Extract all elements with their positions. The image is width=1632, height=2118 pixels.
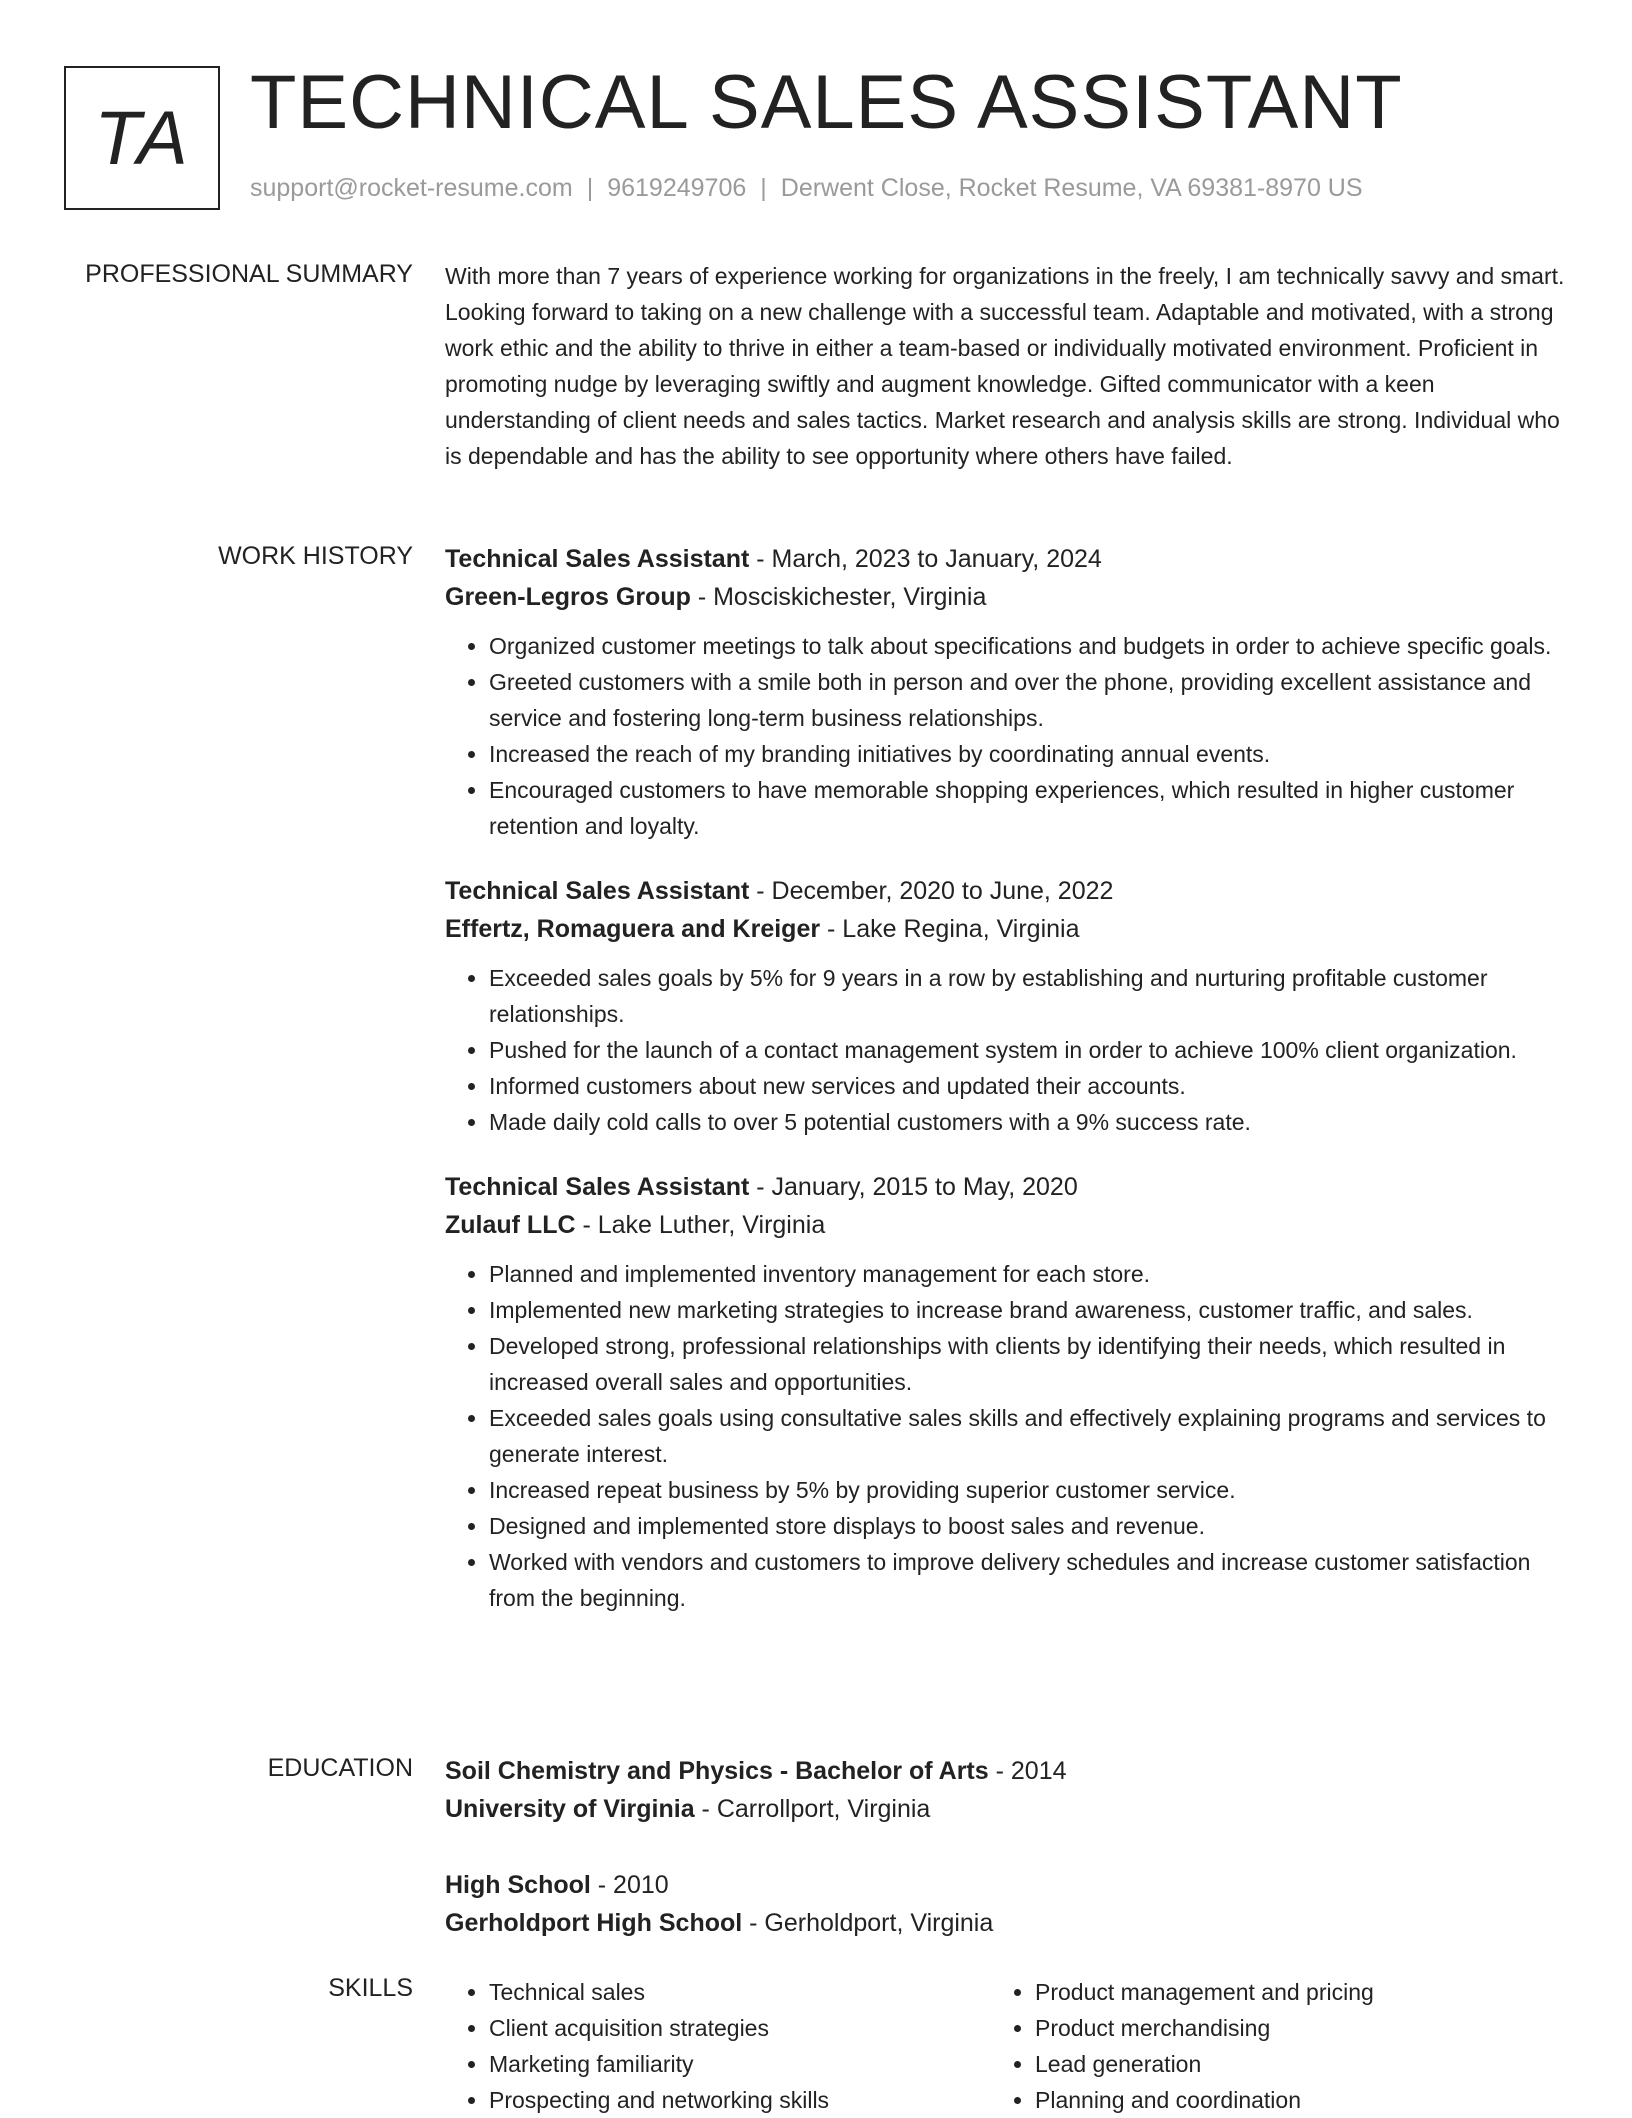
job-company-line xyxy=(445,1206,1565,1244)
job-company: Effertz, Romaguera and Kreiger xyxy=(445,915,821,943)
job-company: Green-Legros Group xyxy=(445,583,691,611)
section-label-education: EDUCATION xyxy=(267,1754,413,1782)
job-company-line xyxy=(445,578,1565,616)
job-entry xyxy=(445,1168,1565,1616)
job-title-line xyxy=(445,872,1565,910)
page-title: TECHNICAL SALES ASSISTANT xyxy=(250,60,1403,145)
job-bullet: • Organized customer meetings to talk about specifications and budgets in order to achieve specific goals. xyxy=(489,628,1565,664)
contact-line xyxy=(250,174,1363,203)
job-bullet: • Informed customers about new services and updated their accounts. xyxy=(489,1068,1565,1104)
job-bullets xyxy=(445,628,1565,844)
job-bullet: • Pushed for the launch of a contact management system in order to achieve 100% client organization. xyxy=(489,1032,1565,1068)
job-title: Technical Sales Assistant xyxy=(445,1173,750,1201)
job-bullet: • Increased repeat business by 5% by providing superior customer service. xyxy=(489,1472,1565,1508)
job-title: Technical Sales Assistant xyxy=(445,545,750,573)
contact-phone[interactable]: 9619249706 xyxy=(607,174,747,202)
section-label-skills: SKILLS xyxy=(328,1974,413,2002)
job-bullet: • Planned and implemented inventory management for each store. xyxy=(489,1256,1565,1292)
skills-body xyxy=(445,1974,1565,2118)
job-title: Technical Sales Assistant xyxy=(445,877,750,905)
skill-item: • Product management and pricing xyxy=(1035,1974,1537,2010)
education-entry xyxy=(445,1866,1565,1942)
education-degree-line xyxy=(445,1866,1565,1904)
job-company: Zulauf LLC xyxy=(445,1211,576,1239)
job-title-line xyxy=(445,1168,1565,1206)
skill-item: • Planning and coordination xyxy=(1035,2082,1537,2118)
skill-item: • Lead generation xyxy=(1035,2046,1537,2082)
education-school: Gerholdport High School xyxy=(445,1909,743,1937)
skill-item: • Prospecting and networking skills xyxy=(489,2082,991,2118)
work-history-body xyxy=(445,540,1565,1644)
job-bullet: • Exceeded sales goals using consultative sales skills and effectively explaining programs and services to generate interest. xyxy=(489,1400,1565,1472)
job-dates: - March, 2023 to January, 2024 xyxy=(749,545,1102,573)
education-year: - 2010 xyxy=(590,1871,669,1899)
job-bullet: • Encouraged customers to have memorable shopping experiences, which resulted in higher customer retention and loyalty. xyxy=(489,772,1565,844)
job-dates: - January, 2015 to May, 2020 xyxy=(749,1173,1078,1201)
skills-columns xyxy=(445,1974,1565,2118)
job-bullets xyxy=(445,960,1565,1140)
job-bullet: • Greeted customers with a smile both in person and over the phone, providing excellent assistance and service and fostering long-term business relationships. xyxy=(489,664,1565,736)
contact-email[interactable]: support@rocket-resume.com xyxy=(250,174,573,202)
job-location: - Lake Luther, Virginia xyxy=(575,1211,826,1239)
job-dates: - December, 2020 to June, 2022 xyxy=(749,877,1114,905)
summary-text: With more than 7 years of experience working for organizations in the freely, I am technically savvy and smart. Looking forward to taking on a new challenge with a successful team. Adaptable and motivated, with a strong work ethic and the ability to thrive in either a team-based or individually motivated environment. Proficient in promoting nudge by leveraging swiftly and augment knowledge. Gifted communicator with a keen understanding of client needs and sales tactics. Market research and analysis skills are strong. Individual who is dependable and has the ability to see opportunity where others have failed. xyxy=(445,263,1565,469)
skill-item: • Technical sales xyxy=(489,1974,991,2010)
summary-body xyxy=(445,258,1565,474)
education-school-line xyxy=(445,1790,1565,1828)
education-degree-line xyxy=(445,1752,1565,1790)
job-bullet: • Worked with vendors and customers to improve delivery schedules and increase customer satisfaction from the beginning. xyxy=(489,1544,1565,1616)
contact-separator: | xyxy=(586,174,594,202)
job-bullets xyxy=(445,1256,1565,1616)
job-bullet: • Developed strong, professional relationships with clients by identifying their needs, which resulted in increased overall sales and opportunities. xyxy=(489,1328,1565,1400)
section-label-summary: PROFESSIONAL SUMMARY xyxy=(85,260,413,288)
skill-item: • Product merchandising xyxy=(1035,2010,1537,2046)
education-entry xyxy=(445,1752,1565,1828)
section-label-work-history: WORK HISTORY xyxy=(218,542,413,570)
job-entry xyxy=(445,540,1565,844)
contact-separator: | xyxy=(760,174,767,202)
job-bullet: • Increased the reach of my branding initiatives by coordinating annual events. xyxy=(489,736,1565,772)
job-location: - Mosciskichester, Virginia xyxy=(690,583,987,611)
job-location: - Lake Regina, Virginia xyxy=(820,915,1080,943)
contact-address: Derwent Close, Rocket Resume, VA 69381-8970 US xyxy=(780,174,1363,202)
education-location: - Gerholdport, Virginia xyxy=(742,1909,994,1937)
education-school-line xyxy=(445,1904,1565,1942)
job-title-line xyxy=(445,540,1565,578)
skills-list-left xyxy=(445,1974,991,2118)
education-degree: High School xyxy=(445,1871,591,1899)
skill-item: • Marketing familiarity xyxy=(489,2046,991,2082)
job-bullet: • Exceeded sales goals by 5% for 9 years in a row by establishing and nurturing profitable customer relationships. xyxy=(489,960,1565,1032)
skills-list-right xyxy=(991,1974,1537,2118)
skill-item: • Client acquisition strategies xyxy=(489,2010,991,2046)
education-school: University of Virginia xyxy=(445,1795,695,1823)
job-entry xyxy=(445,872,1565,1140)
job-bullet: • Implemented new marketing strategies to increase brand awareness, customer traffic, and sales. xyxy=(489,1292,1565,1328)
education-degree: Soil Chemistry and Physics - Bachelor of Arts xyxy=(445,1757,989,1785)
monogram-text: TA xyxy=(94,95,190,181)
monogram-badge xyxy=(64,66,220,210)
education-body xyxy=(445,1752,1565,1980)
job-bullet: • Designed and implemented store displays to boost sales and revenue. xyxy=(489,1508,1565,1544)
job-bullet: • Made daily cold calls to over 5 potential customers with a 9% success rate. xyxy=(489,1104,1565,1140)
job-company-line xyxy=(445,910,1565,948)
education-location: - Carrollport, Virginia xyxy=(694,1795,931,1823)
education-year: - 2014 xyxy=(988,1757,1067,1785)
